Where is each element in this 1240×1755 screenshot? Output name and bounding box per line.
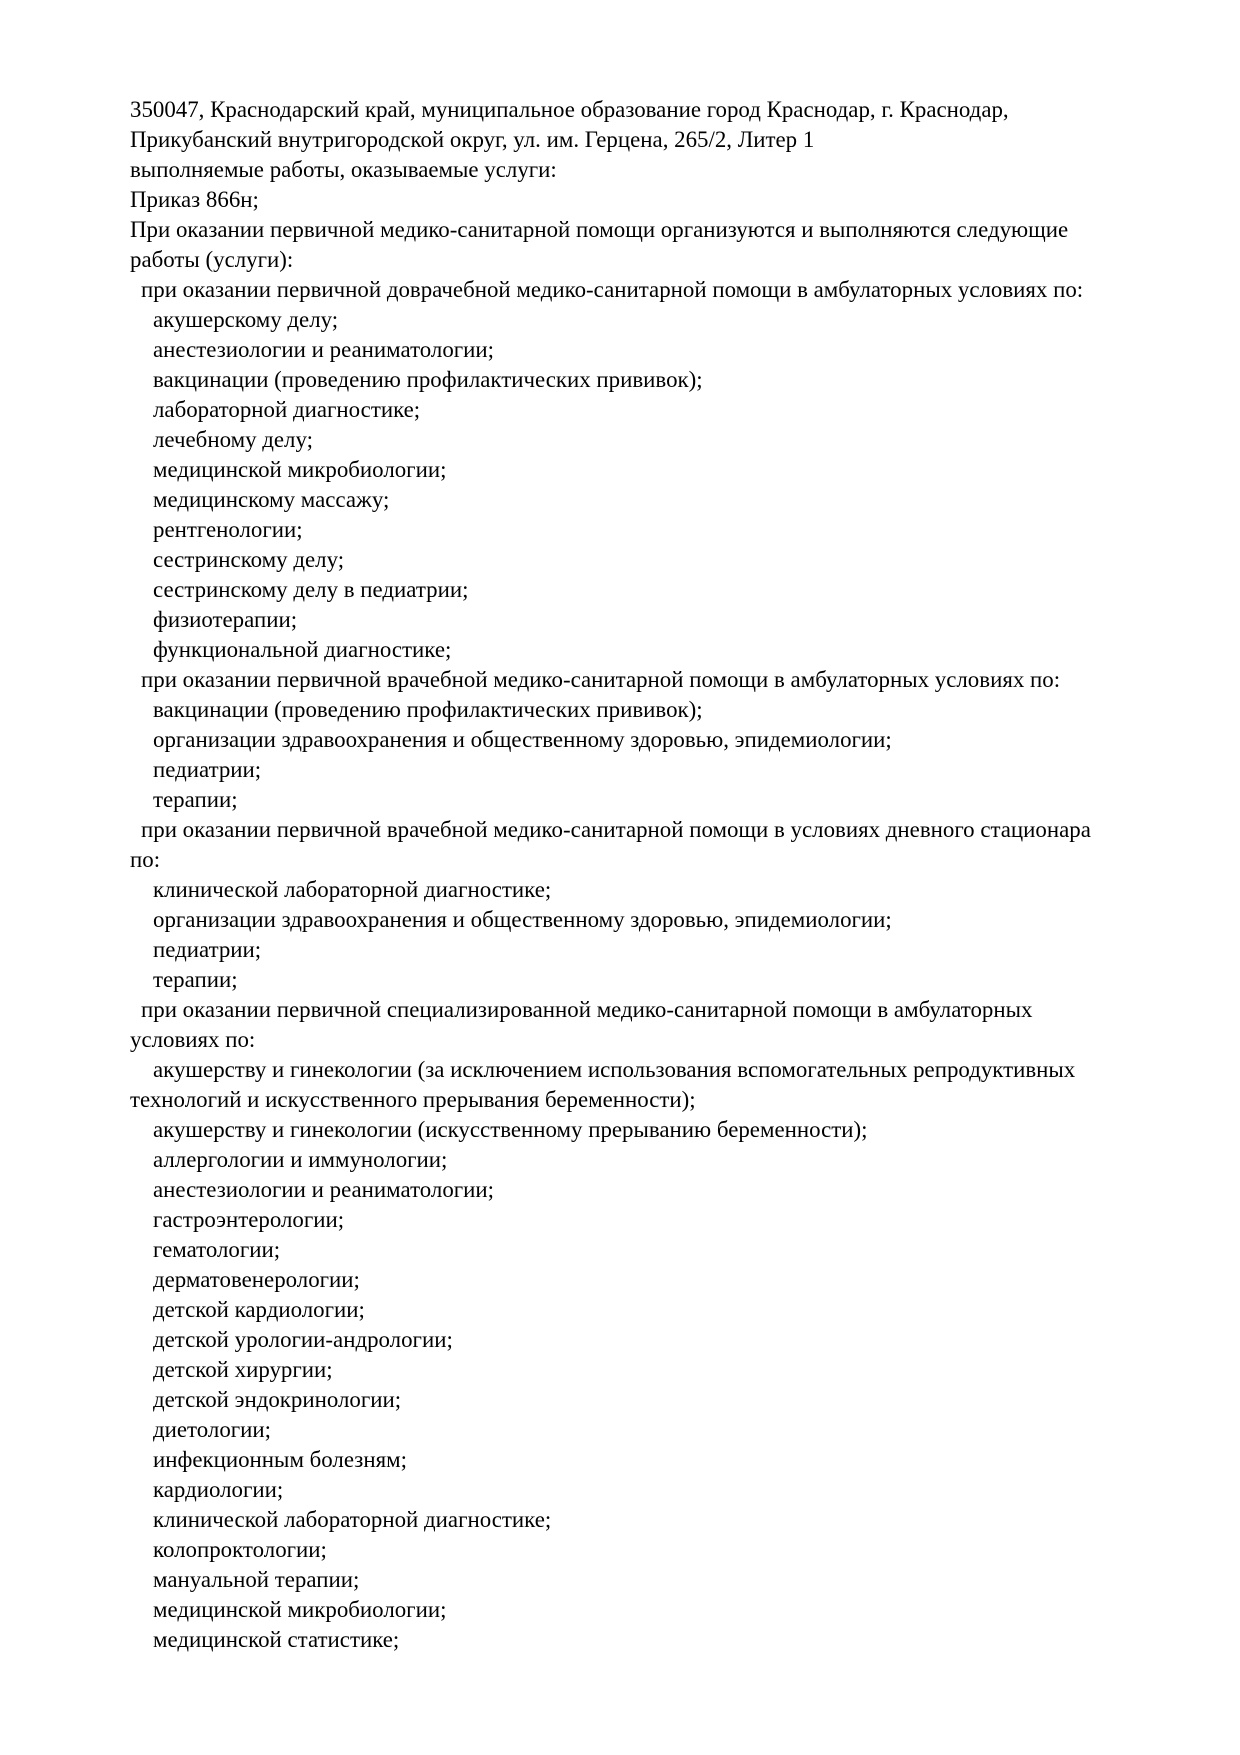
service-item: акушерству и гинекологии (искусственному прерыванию беременности); xyxy=(153,1117,868,1142)
service-item: клинической лабораторной диагностике; xyxy=(153,1507,552,1532)
service-item: организации здравоохранения и общественному здоровью, эпидемиологии; xyxy=(153,727,892,752)
service-item: детской кардиологии; xyxy=(153,1297,365,1322)
address-paragraph: 350047, Краснодарский край, муниципальное образование город Краснодар, г. Краснодар, Прикубанский внутригородской округ, ул. им. Герцена, 265/2, Литер 1 xyxy=(130,97,1009,152)
service-item: лечебному делу; xyxy=(153,427,313,452)
service-item: медицинской микробиологии; xyxy=(153,1597,447,1622)
service-item: детской эндокринологии; xyxy=(153,1387,402,1412)
service-item: колопроктологии; xyxy=(153,1537,327,1562)
section-header: при оказании первичной доврачебной медико-санитарной помощи в амбулаторных условиях по: xyxy=(141,277,1084,302)
service-item: детской хирургии; xyxy=(153,1357,333,1382)
service-item: анестезиологии и реаниматологии; xyxy=(153,1177,495,1202)
service-item: сестринскому делу в педиатрии; xyxy=(153,577,469,602)
service-item: рентгенологии; xyxy=(153,517,303,542)
service-item: вакцинации (проведению профилактических прививок); xyxy=(153,697,703,722)
section-header: при оказании первичной врачебной медико-санитарной помощи в амбулаторных условиях по: xyxy=(141,667,1061,692)
order-reference: Приказ 866н; xyxy=(130,187,259,212)
service-item: клинической лабораторной диагностике; xyxy=(153,877,552,902)
service-item: детской урологии-андрологии; xyxy=(153,1327,453,1352)
service-item: мануальной терапии; xyxy=(153,1567,360,1592)
service-item: педиатрии; xyxy=(153,757,262,782)
service-item: медицинскому массажу; xyxy=(153,487,390,512)
service-item: дерматовенерологии; xyxy=(153,1267,360,1292)
service-item: лабораторной диагностике; xyxy=(153,397,421,422)
service-item: педиатрии; xyxy=(153,937,262,962)
service-item: анестезиологии и реаниматологии; xyxy=(153,337,495,362)
service-item: терапии; xyxy=(153,787,238,812)
services-sections xyxy=(130,275,1110,1655)
service-item: кардиологии; xyxy=(153,1477,284,1502)
services-label: выполняемые работы, оказываемые услуги: xyxy=(130,157,557,182)
service-item: физиотерапии; xyxy=(153,607,298,632)
service-item: аллергологии и иммунологии; xyxy=(153,1147,448,1172)
service-item: акушерству и гинекологии (за исключением использования вспомогательных репродуктивных технологий и искусственного прерывания беременности); xyxy=(130,1057,1076,1112)
service-item: терапии; xyxy=(153,967,238,992)
service-item: акушерскому делу; xyxy=(153,307,339,332)
service-item: функциональной диагностике; xyxy=(153,637,452,662)
service-item: медицинской микробиологии; xyxy=(153,457,447,482)
intro-paragraph: При оказании первичной медико-санитарной помощи организуются и выполняются следующие работы (услуги): xyxy=(130,217,1069,272)
service-item: организации здравоохранения и общественному здоровью, эпидемиологии; xyxy=(153,907,892,932)
service-item: инфекционным болезням; xyxy=(153,1447,407,1472)
section-header: при оказании первичной врачебной медико-санитарной помощи в условиях дневного стационара по: xyxy=(130,817,1091,872)
service-item: гематологии; xyxy=(153,1237,281,1262)
service-item: вакцинации (проведению профилактических прививок); xyxy=(153,367,703,392)
service-item: гастроэнтерологии; xyxy=(153,1207,345,1232)
service-item: медицинской статистике; xyxy=(153,1627,400,1652)
section-header: при оказании первичной специализированной медико-санитарной помощи в амбулаторных условиях по: xyxy=(130,997,1033,1052)
service-item: диетологии; xyxy=(153,1417,272,1442)
service-item: сестринскому делу; xyxy=(153,547,345,572)
